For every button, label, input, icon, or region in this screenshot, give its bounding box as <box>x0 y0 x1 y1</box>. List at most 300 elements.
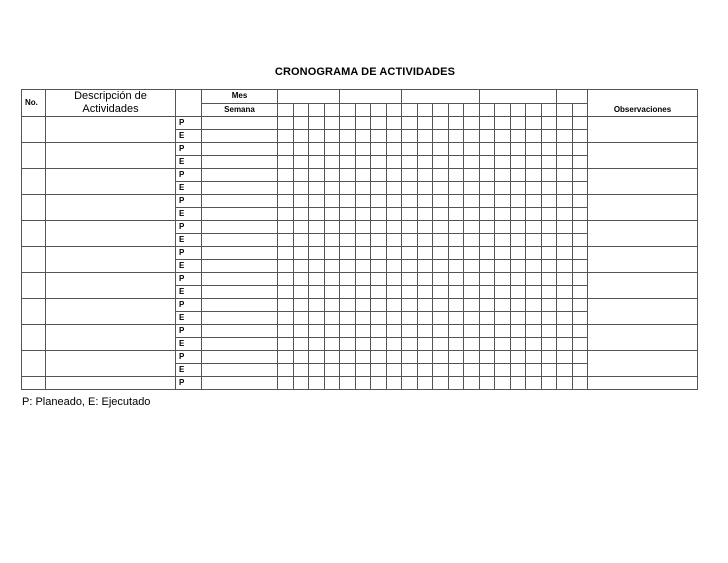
week-cell[interactable] <box>293 182 309 195</box>
week-cell[interactable] <box>433 325 449 338</box>
week-cell[interactable] <box>417 364 433 377</box>
week-cell[interactable] <box>448 273 464 286</box>
week-cell[interactable] <box>433 143 449 156</box>
week-cell[interactable] <box>557 143 573 156</box>
week-cell[interactable] <box>479 286 495 299</box>
week-cell[interactable] <box>278 117 294 130</box>
activity-number-cell[interactable] <box>22 117 46 143</box>
week-cell[interactable] <box>557 364 573 377</box>
week-cell[interactable] <box>355 338 371 351</box>
week-cell[interactable] <box>355 377 371 390</box>
week-cell[interactable] <box>324 364 340 377</box>
week-cell[interactable] <box>278 143 294 156</box>
activity-description-cell[interactable] <box>46 325 176 351</box>
week-cell[interactable] <box>464 338 480 351</box>
week-cell[interactable] <box>495 143 511 156</box>
week-cell[interactable] <box>324 156 340 169</box>
week-cell[interactable] <box>448 338 464 351</box>
week-cell[interactable] <box>324 182 340 195</box>
week-cell[interactable] <box>572 312 588 325</box>
week-cell[interactable] <box>309 377 325 390</box>
week-cell[interactable] <box>448 143 464 156</box>
semana-cell[interactable] <box>202 221 278 234</box>
week-cell[interactable] <box>526 208 542 221</box>
week-cell[interactable] <box>464 234 480 247</box>
week-cell[interactable] <box>495 156 511 169</box>
week-cell[interactable] <box>324 351 340 364</box>
week-cell[interactable] <box>340 234 356 247</box>
week-cell[interactable] <box>293 286 309 299</box>
week-cell[interactable] <box>278 182 294 195</box>
week-cell[interactable] <box>510 325 526 338</box>
week-cell[interactable] <box>448 247 464 260</box>
week-cell[interactable] <box>417 182 433 195</box>
week-cell[interactable] <box>278 377 294 390</box>
week-cell[interactable] <box>448 364 464 377</box>
week-cell[interactable] <box>448 169 464 182</box>
semana-cell[interactable] <box>202 130 278 143</box>
week-cell[interactable] <box>479 156 495 169</box>
week-cell[interactable] <box>572 325 588 338</box>
week-cell[interactable] <box>355 273 371 286</box>
observaciones-cell[interactable] <box>588 143 698 169</box>
week-cell[interactable] <box>417 247 433 260</box>
week-cell[interactable] <box>526 364 542 377</box>
week-cell[interactable] <box>293 338 309 351</box>
week-cell[interactable] <box>557 351 573 364</box>
week-cell[interactable] <box>340 325 356 338</box>
week-cell[interactable] <box>278 312 294 325</box>
week-cell[interactable] <box>402 299 418 312</box>
week-cell[interactable] <box>541 130 557 143</box>
week-cell[interactable] <box>448 325 464 338</box>
week-cell[interactable] <box>293 195 309 208</box>
week-cell[interactable] <box>309 156 325 169</box>
week-cell[interactable] <box>557 377 573 390</box>
week-cell[interactable] <box>510 169 526 182</box>
week-cell[interactable] <box>417 234 433 247</box>
semana-cell[interactable] <box>202 156 278 169</box>
week-cell[interactable] <box>293 260 309 273</box>
week-cell[interactable] <box>355 312 371 325</box>
week-cell[interactable] <box>355 208 371 221</box>
week-cell[interactable] <box>541 273 557 286</box>
week-cell[interactable] <box>541 299 557 312</box>
week-cell[interactable] <box>324 325 340 338</box>
week-cell[interactable] <box>309 130 325 143</box>
activity-description-cell[interactable] <box>46 221 176 247</box>
week-cell[interactable] <box>448 117 464 130</box>
week-cell[interactable] <box>557 312 573 325</box>
observaciones-cell[interactable] <box>588 221 698 247</box>
semana-cell[interactable] <box>202 364 278 377</box>
week-cell[interactable] <box>309 338 325 351</box>
week-cell[interactable] <box>324 260 340 273</box>
week-cell[interactable] <box>278 260 294 273</box>
week-cell[interactable] <box>557 130 573 143</box>
week-cell[interactable] <box>278 130 294 143</box>
week-cell[interactable] <box>417 169 433 182</box>
week-cell[interactable] <box>448 351 464 364</box>
week-cell[interactable] <box>526 299 542 312</box>
week-cell[interactable] <box>355 299 371 312</box>
week-cell[interactable] <box>526 351 542 364</box>
observaciones-cell[interactable] <box>588 169 698 195</box>
week-cell[interactable] <box>371 299 387 312</box>
activity-number-cell[interactable] <box>22 273 46 299</box>
week-cell[interactable] <box>464 364 480 377</box>
activity-description-cell[interactable] <box>46 273 176 299</box>
week-cell[interactable] <box>464 156 480 169</box>
week-cell[interactable] <box>433 377 449 390</box>
week-cell[interactable] <box>510 338 526 351</box>
week-cell[interactable] <box>386 299 402 312</box>
week-cell[interactable] <box>309 247 325 260</box>
activity-description-cell[interactable] <box>46 247 176 273</box>
week-cell[interactable] <box>448 221 464 234</box>
week-cell[interactable] <box>433 234 449 247</box>
week-cell[interactable] <box>324 299 340 312</box>
week-cell[interactable] <box>340 286 356 299</box>
week-cell[interactable] <box>495 208 511 221</box>
week-cell[interactable] <box>386 117 402 130</box>
week-cell[interactable] <box>340 130 356 143</box>
week-cell[interactable] <box>479 377 495 390</box>
week-cell[interactable] <box>572 208 588 221</box>
week-cell[interactable] <box>386 156 402 169</box>
week-cell[interactable] <box>557 299 573 312</box>
week-cell[interactable] <box>371 377 387 390</box>
week-cell[interactable] <box>526 169 542 182</box>
week-cell[interactable] <box>541 195 557 208</box>
semana-cell[interactable] <box>202 247 278 260</box>
week-cell[interactable] <box>510 273 526 286</box>
week-cell[interactable] <box>572 299 588 312</box>
week-cell[interactable] <box>510 117 526 130</box>
week-cell[interactable] <box>495 221 511 234</box>
week-cell[interactable] <box>293 325 309 338</box>
week-cell[interactable] <box>402 221 418 234</box>
semana-cell[interactable] <box>202 182 278 195</box>
week-cell[interactable] <box>309 195 325 208</box>
week-cell[interactable] <box>479 234 495 247</box>
week-cell[interactable] <box>402 117 418 130</box>
week-cell[interactable] <box>371 130 387 143</box>
week-cell[interactable] <box>526 377 542 390</box>
week-cell[interactable] <box>510 377 526 390</box>
week-cell[interactable] <box>371 273 387 286</box>
week-cell[interactable] <box>495 299 511 312</box>
week-cell[interactable] <box>278 299 294 312</box>
week-cell[interactable] <box>371 234 387 247</box>
week-cell[interactable] <box>371 338 387 351</box>
week-cell[interactable] <box>340 260 356 273</box>
week-cell[interactable] <box>526 325 542 338</box>
week-cell[interactable] <box>572 117 588 130</box>
week-cell[interactable] <box>448 156 464 169</box>
week-cell[interactable] <box>324 208 340 221</box>
week-cell[interactable] <box>479 143 495 156</box>
week-cell[interactable] <box>324 195 340 208</box>
week-cell[interactable] <box>309 208 325 221</box>
week-cell[interactable] <box>572 351 588 364</box>
week-cell[interactable] <box>572 377 588 390</box>
week-cell[interactable] <box>557 169 573 182</box>
week-cell[interactable] <box>479 221 495 234</box>
week-cell[interactable] <box>526 182 542 195</box>
week-cell[interactable] <box>464 312 480 325</box>
week-cell[interactable] <box>433 299 449 312</box>
week-cell[interactable] <box>417 208 433 221</box>
week-cell[interactable] <box>464 221 480 234</box>
observaciones-cell[interactable] <box>588 377 698 390</box>
week-cell[interactable] <box>371 364 387 377</box>
week-cell[interactable] <box>541 221 557 234</box>
week-cell[interactable] <box>402 247 418 260</box>
week-cell[interactable] <box>386 273 402 286</box>
week-cell[interactable] <box>340 312 356 325</box>
week-cell[interactable] <box>526 247 542 260</box>
week-cell[interactable] <box>402 338 418 351</box>
week-cell[interactable] <box>278 286 294 299</box>
week-cell[interactable] <box>371 286 387 299</box>
week-cell[interactable] <box>526 260 542 273</box>
week-cell[interactable] <box>572 234 588 247</box>
week-cell[interactable] <box>495 234 511 247</box>
week-cell[interactable] <box>324 234 340 247</box>
week-cell[interactable] <box>417 260 433 273</box>
week-cell[interactable] <box>510 247 526 260</box>
week-cell[interactable] <box>309 286 325 299</box>
week-cell[interactable] <box>417 325 433 338</box>
week-cell[interactable] <box>340 247 356 260</box>
week-cell[interactable] <box>526 286 542 299</box>
week-cell[interactable] <box>433 195 449 208</box>
week-cell[interactable] <box>402 377 418 390</box>
week-cell[interactable] <box>433 364 449 377</box>
week-cell[interactable] <box>557 221 573 234</box>
week-cell[interactable] <box>448 260 464 273</box>
week-cell[interactable] <box>355 351 371 364</box>
week-cell[interactable] <box>417 130 433 143</box>
week-cell[interactable] <box>510 351 526 364</box>
week-cell[interactable] <box>371 312 387 325</box>
week-cell[interactable] <box>309 325 325 338</box>
week-cell[interactable] <box>278 338 294 351</box>
week-cell[interactable] <box>309 364 325 377</box>
week-cell[interactable] <box>340 143 356 156</box>
week-cell[interactable] <box>510 234 526 247</box>
week-cell[interactable] <box>340 364 356 377</box>
semana-cell[interactable] <box>202 299 278 312</box>
week-cell[interactable] <box>309 273 325 286</box>
week-cell[interactable] <box>371 325 387 338</box>
week-cell[interactable] <box>371 221 387 234</box>
observaciones-cell[interactable] <box>588 117 698 143</box>
week-cell[interactable] <box>417 117 433 130</box>
week-cell[interactable] <box>464 260 480 273</box>
week-cell[interactable] <box>324 117 340 130</box>
week-cell[interactable] <box>402 169 418 182</box>
week-cell[interactable] <box>541 247 557 260</box>
week-cell[interactable] <box>340 273 356 286</box>
week-cell[interactable] <box>386 325 402 338</box>
week-cell[interactable] <box>557 273 573 286</box>
week-cell[interactable] <box>526 234 542 247</box>
activity-number-cell[interactable] <box>22 169 46 195</box>
week-cell[interactable] <box>572 286 588 299</box>
semana-cell[interactable] <box>202 338 278 351</box>
week-cell[interactable] <box>495 364 511 377</box>
observaciones-cell[interactable] <box>588 351 698 377</box>
week-cell[interactable] <box>479 273 495 286</box>
week-cell[interactable] <box>340 208 356 221</box>
week-cell[interactable] <box>464 117 480 130</box>
activity-number-cell[interactable] <box>22 351 46 377</box>
activity-number-cell[interactable] <box>22 299 46 325</box>
week-cell[interactable] <box>278 195 294 208</box>
week-cell[interactable] <box>464 208 480 221</box>
week-cell[interactable] <box>557 234 573 247</box>
week-cell[interactable] <box>479 364 495 377</box>
week-cell[interactable] <box>324 169 340 182</box>
activity-description-cell[interactable] <box>46 299 176 325</box>
week-cell[interactable] <box>371 351 387 364</box>
week-cell[interactable] <box>433 169 449 182</box>
week-cell[interactable] <box>402 260 418 273</box>
week-cell[interactable] <box>324 247 340 260</box>
week-cell[interactable] <box>510 156 526 169</box>
week-cell[interactable] <box>293 130 309 143</box>
week-cell[interactable] <box>402 195 418 208</box>
observaciones-cell[interactable] <box>588 273 698 299</box>
week-cell[interactable] <box>510 195 526 208</box>
semana-cell[interactable] <box>202 117 278 130</box>
activity-description-cell[interactable] <box>46 143 176 169</box>
week-cell[interactable] <box>479 117 495 130</box>
week-cell[interactable] <box>402 130 418 143</box>
week-cell[interactable] <box>355 286 371 299</box>
semana-cell[interactable] <box>202 351 278 364</box>
week-cell[interactable] <box>448 286 464 299</box>
week-cell[interactable] <box>371 182 387 195</box>
week-cell[interactable] <box>510 286 526 299</box>
week-cell[interactable] <box>293 156 309 169</box>
week-cell[interactable] <box>510 260 526 273</box>
week-cell[interactable] <box>293 273 309 286</box>
week-cell[interactable] <box>293 221 309 234</box>
week-cell[interactable] <box>355 234 371 247</box>
week-cell[interactable] <box>433 286 449 299</box>
week-cell[interactable] <box>510 143 526 156</box>
observaciones-cell[interactable] <box>588 299 698 325</box>
week-cell[interactable] <box>464 351 480 364</box>
week-cell[interactable] <box>464 273 480 286</box>
week-cell[interactable] <box>572 156 588 169</box>
week-cell[interactable] <box>464 182 480 195</box>
week-cell[interactable] <box>386 351 402 364</box>
week-cell[interactable] <box>572 169 588 182</box>
week-cell[interactable] <box>510 364 526 377</box>
semana-cell[interactable] <box>202 260 278 273</box>
week-cell[interactable] <box>293 169 309 182</box>
week-cell[interactable] <box>386 143 402 156</box>
week-cell[interactable] <box>386 260 402 273</box>
week-cell[interactable] <box>417 351 433 364</box>
week-cell[interactable] <box>541 234 557 247</box>
week-cell[interactable] <box>464 377 480 390</box>
week-cell[interactable] <box>495 377 511 390</box>
week-cell[interactable] <box>448 130 464 143</box>
week-cell[interactable] <box>386 182 402 195</box>
semana-cell[interactable] <box>202 286 278 299</box>
week-cell[interactable] <box>495 169 511 182</box>
week-cell[interactable] <box>572 260 588 273</box>
week-cell[interactable] <box>386 130 402 143</box>
week-cell[interactable] <box>557 260 573 273</box>
week-cell[interactable] <box>448 234 464 247</box>
week-cell[interactable] <box>386 377 402 390</box>
week-cell[interactable] <box>495 260 511 273</box>
week-cell[interactable] <box>557 286 573 299</box>
week-cell[interactable] <box>278 156 294 169</box>
week-cell[interactable] <box>417 286 433 299</box>
week-cell[interactable] <box>541 312 557 325</box>
week-cell[interactable] <box>293 208 309 221</box>
week-cell[interactable] <box>355 156 371 169</box>
week-cell[interactable] <box>402 143 418 156</box>
week-cell[interactable] <box>433 208 449 221</box>
week-cell[interactable] <box>433 351 449 364</box>
week-cell[interactable] <box>479 325 495 338</box>
week-cell[interactable] <box>402 286 418 299</box>
week-cell[interactable] <box>402 182 418 195</box>
week-cell[interactable] <box>464 299 480 312</box>
activity-number-cell[interactable] <box>22 377 46 390</box>
week-cell[interactable] <box>433 312 449 325</box>
week-cell[interactable] <box>448 195 464 208</box>
week-cell[interactable] <box>417 273 433 286</box>
week-cell[interactable] <box>371 195 387 208</box>
activity-number-cell[interactable] <box>22 325 46 351</box>
activity-description-cell[interactable] <box>46 117 176 143</box>
week-cell[interactable] <box>557 208 573 221</box>
week-cell[interactable] <box>541 351 557 364</box>
week-cell[interactable] <box>510 130 526 143</box>
week-cell[interactable] <box>510 312 526 325</box>
week-cell[interactable] <box>557 195 573 208</box>
week-cell[interactable] <box>433 247 449 260</box>
semana-cell[interactable] <box>202 234 278 247</box>
activity-number-cell[interactable] <box>22 195 46 221</box>
week-cell[interactable] <box>464 195 480 208</box>
observaciones-cell[interactable] <box>588 247 698 273</box>
week-cell[interactable] <box>371 208 387 221</box>
week-cell[interactable] <box>371 143 387 156</box>
week-cell[interactable] <box>386 286 402 299</box>
activity-description-cell[interactable] <box>46 351 176 377</box>
activity-description-cell[interactable] <box>46 169 176 195</box>
week-cell[interactable] <box>557 325 573 338</box>
week-cell[interactable] <box>309 260 325 273</box>
week-cell[interactable] <box>448 377 464 390</box>
week-cell[interactable] <box>417 221 433 234</box>
week-cell[interactable] <box>309 299 325 312</box>
week-cell[interactable] <box>386 247 402 260</box>
week-cell[interactable] <box>526 312 542 325</box>
week-cell[interactable] <box>557 247 573 260</box>
week-cell[interactable] <box>479 299 495 312</box>
